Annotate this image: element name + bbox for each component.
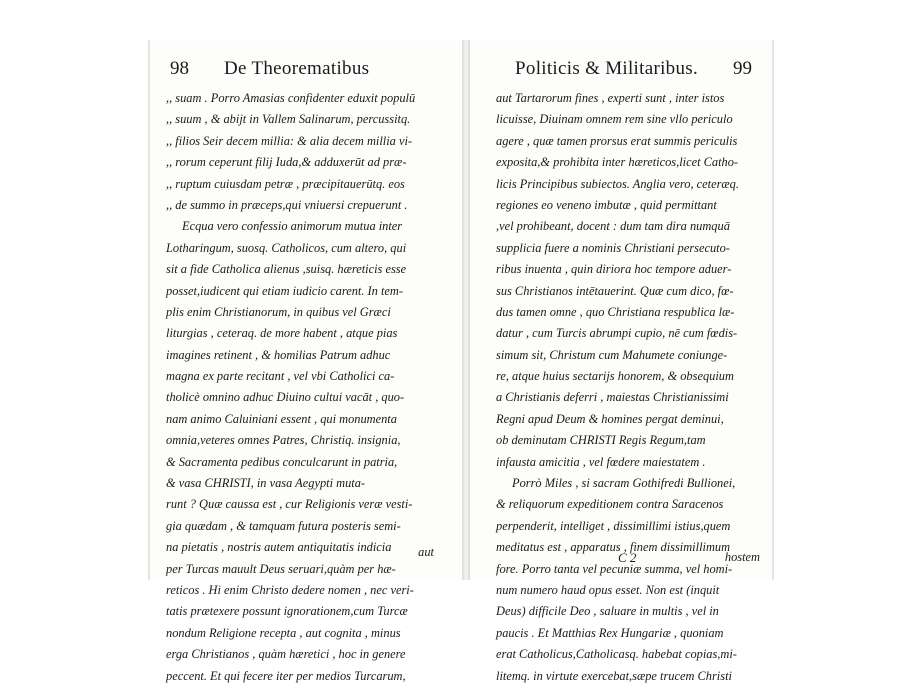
text-line: a Christianis deferri , maiestas Christianissimi xyxy=(496,390,729,405)
text-line: regiones eo veneno imbutæ , quid permittant xyxy=(496,197,717,212)
text-line: per Turcas mauult Deus seruari,quàm per hæ- xyxy=(166,561,396,576)
text-line: infausta amicitia , vel fœdere maiestatem . xyxy=(496,454,706,469)
text-line: sus Christianos intētauerint. Quæ cum dico, fœ- xyxy=(496,283,734,298)
text-line: ob deminutam CHRISTI Regis Regum,tam xyxy=(496,433,706,448)
text-line: simum sit, Christum cum Mahumete coniunge- xyxy=(496,347,728,362)
text-line: paucis . Et Matthias Rex Hungariæ , quoniam xyxy=(496,625,724,640)
book-gutter xyxy=(462,40,470,580)
left-running-title: De Theorematibus xyxy=(224,58,370,79)
text-line: tatis prætexere possunt ignorationem,cum Turcæ xyxy=(166,604,408,619)
text-line: omnia,veteres omnes Patres, Christiq. insignia, xyxy=(166,433,401,448)
text-line: ,, suam . Porro Amasias confidenter eduxit populū xyxy=(166,91,416,105)
text-line: datur , cum Turcis abrumpi cupio, nē cum fœdis- xyxy=(496,326,738,341)
text-line: posset,iudicent qui etiam iudicio carent. In tem- xyxy=(166,283,403,298)
text-line: & reliquorum expeditionem contra Saracenos xyxy=(496,497,724,512)
text-line: exposita,& prohibita inter hæreticos,licet Catho- xyxy=(496,155,739,170)
text-line: tholicè omnino adhuc Diuino cultui vacāt , quo- xyxy=(166,390,405,405)
text-line: ,, filios Seir decem millia: & alia decem millia vi- xyxy=(166,133,413,148)
text-line: ,vel prohibeant, docent : dum tam dira numquā xyxy=(496,219,730,234)
text-line: runt ? Quæ caussa est , cur Religionis veræ vesti- xyxy=(166,497,413,512)
text-line: ,, ruptum cuiusdam petræ , præcipitauerūtq. eos xyxy=(166,176,405,191)
left-catchword: aut xyxy=(418,545,434,559)
text-line: aut Tartarorum fines , experti sunt , inter istos xyxy=(496,91,725,105)
text-line: licis Principibus subiectos. Anglia vero, ceteræq. xyxy=(496,176,739,191)
left-page xyxy=(150,40,462,683)
text-line: sit a fide Catholica alienus ,suisq. hæreticis esse xyxy=(166,262,407,277)
signature-mark: C 2 xyxy=(618,550,637,565)
right-page-body xyxy=(496,88,762,687)
text-line: dus tamen omne , quo Christiana respublica læ- xyxy=(496,304,735,319)
text-line: fore. Porro tanta vel pecuniæ summa, vel homi- xyxy=(496,561,733,576)
text-line: Lotharingum, suosq. Catholicos, cum altero, qui xyxy=(166,240,407,255)
text-line: perpenderit, intelliget , dissimillimi istius,quem xyxy=(496,518,731,533)
text-line: meditatus est , apparatus , finem dissimillimum xyxy=(496,540,731,555)
text-line: licuisse, Diuinam omnem rem sine vllo periculo xyxy=(496,112,733,127)
text-line: reticos . Hi enim Christo dedere nomen , nec veri- xyxy=(166,582,414,597)
text-line: erat Catholicus,Catholicasq. habebat copias,mi- xyxy=(496,647,737,662)
text-line: agere , quæ tamen prorsus erat summis periculis xyxy=(496,133,738,148)
right-catchword: hostem xyxy=(724,550,760,564)
text-line: litemq. in virtute exercebat,sæpe trucem Christi xyxy=(496,668,732,683)
text-line: ribus inuenta , quin diriora hoc tempore aduer- xyxy=(496,262,732,277)
text-line: plis enim Christianorum, in quibus vel Græci xyxy=(166,304,391,319)
text-line: & Sacramenta pedibus conculcarunt in patria, xyxy=(166,454,398,469)
text-line: & vasa CHRISTI, in vasa Aegypti muta- xyxy=(166,476,366,491)
text-line: imagines retinent , & homilias Patrum adhuc xyxy=(166,347,391,362)
text-line: na pietatis , nostris autem antiquitatis indicia xyxy=(166,540,392,555)
text-line: Regni apud Deum & homines pergat deminui, xyxy=(496,411,724,426)
left-page-body xyxy=(166,88,448,687)
right-page-edge xyxy=(772,40,774,580)
right-running-title: Politicis & Militaribus. xyxy=(515,58,698,79)
text-line: liturgias , ceteraq. de more habent , atque pias xyxy=(166,326,398,341)
text-line: magna ex parte recitant , vel vbi Catholici ca- xyxy=(166,369,395,384)
text-line: re, atque huius sectarijs honorem, & obsequium xyxy=(496,369,734,384)
text-line: nam animo Caluiniani essent , qui monumenta xyxy=(166,411,397,426)
text-line: erga Christianos , quàm hæretici , hoc in genere xyxy=(166,647,406,662)
text-line: Ecqua vero confessio animorum mutua inter xyxy=(182,219,403,234)
text-line: num numero haud opus esset. Non est (inquit xyxy=(496,582,720,597)
right-page-header xyxy=(490,56,752,82)
text-line: supplicia fuere a nominis Christiani persecuto- xyxy=(496,240,730,255)
left-page-header xyxy=(170,56,442,82)
text-line: ,, de summo in præceps,qui vniuersi crepuerunt . xyxy=(166,197,408,212)
left-page-number: 98 xyxy=(170,58,189,79)
right-page-number: 99 xyxy=(733,58,752,79)
text-line: peccent. Et qui fecere iter per medios Turcarum, xyxy=(166,668,406,683)
text-line: ,, suum , & abijt in Vallem Salinarum, percussitq. xyxy=(166,112,411,127)
text-line: Porrò Miles , si sacram Gothifredi Bullionei, xyxy=(512,476,736,491)
text-line: nondum Religione recepta , aut cognita , minus xyxy=(166,625,401,640)
text-line: gia quædam , & tamquam futura posteris semi- xyxy=(166,518,401,533)
right-page xyxy=(470,40,772,683)
text-line: Deus) difficile Deo , saluare in multis , vel in xyxy=(496,604,719,619)
text-line: ,, rorum ceperunt filij Iuda,& adduxerūt ad præ- xyxy=(166,155,407,170)
